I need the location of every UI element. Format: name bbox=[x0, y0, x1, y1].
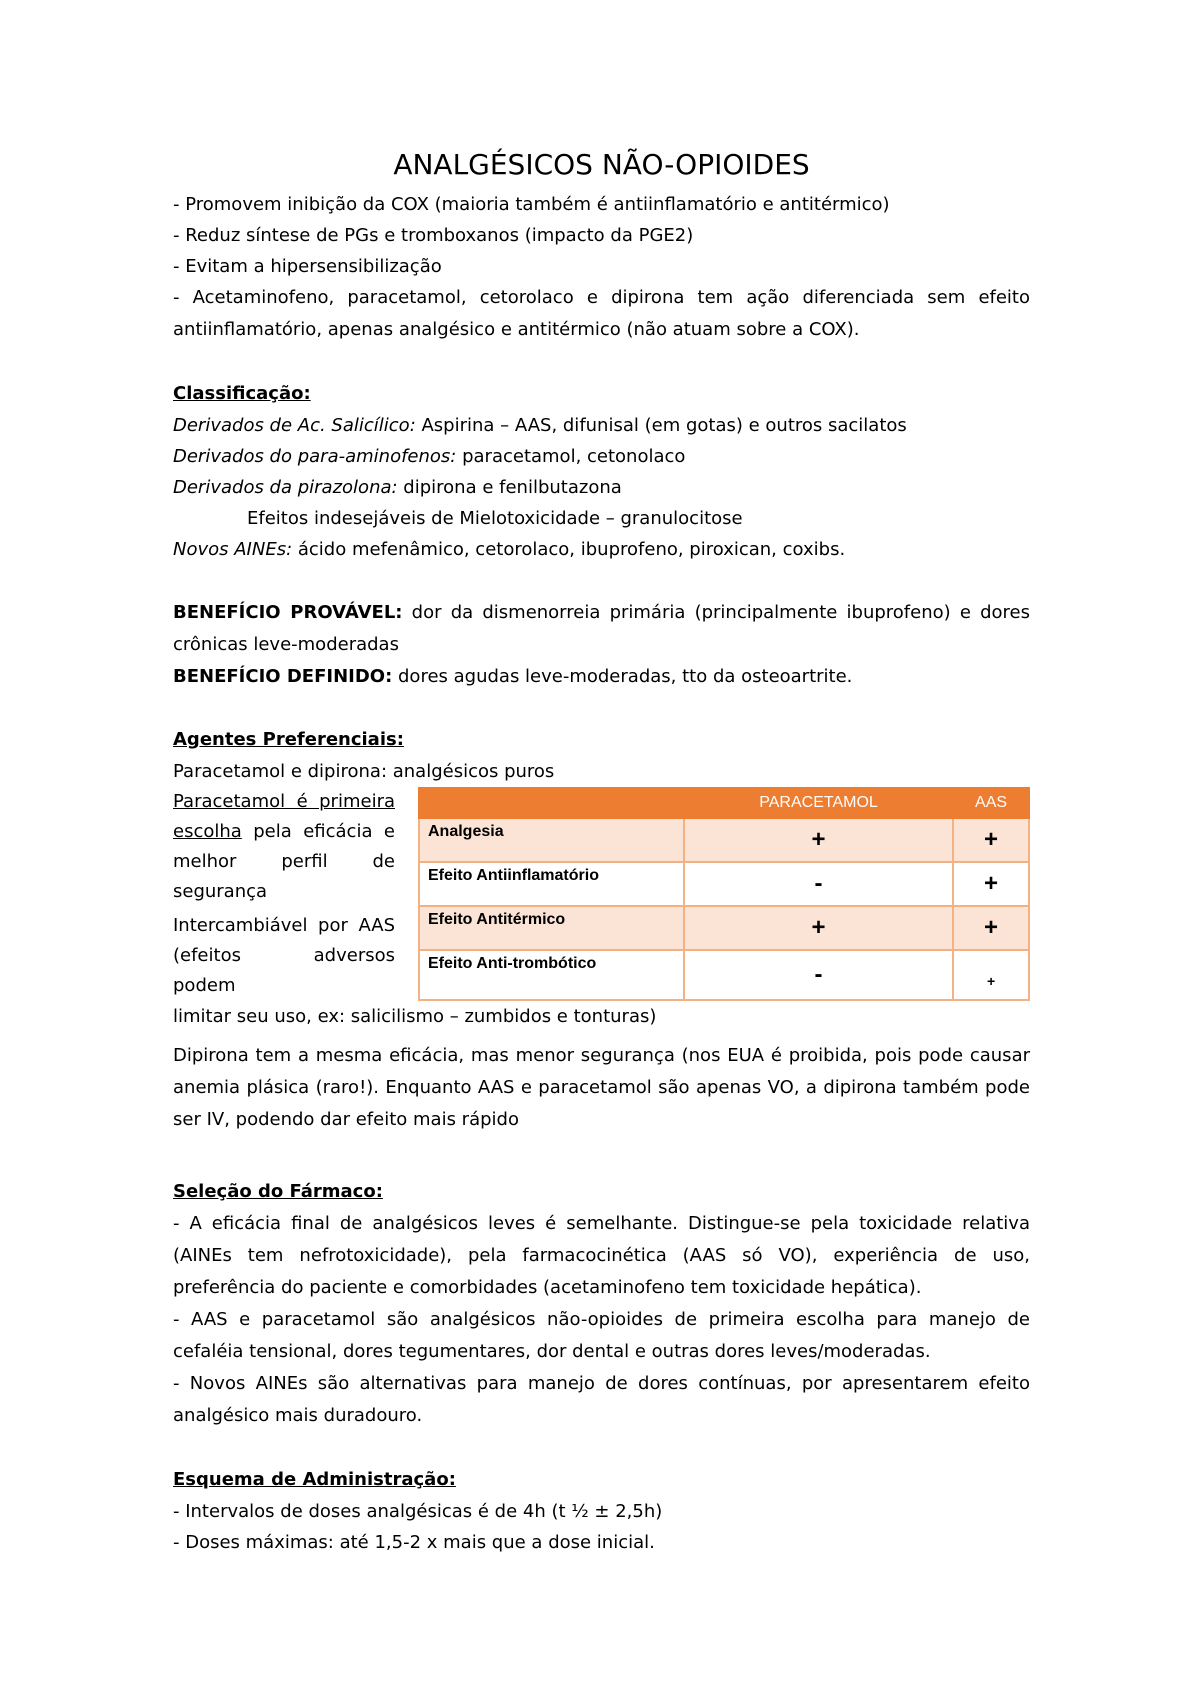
agentes-left-text bbox=[173, 787, 395, 1001]
row-label: Efeito Antitérmico bbox=[419, 906, 684, 950]
intro-line: - Evitam a hipersensibilização bbox=[173, 256, 442, 277]
selecao-heading: Seleção do Fármaco: bbox=[173, 1181, 383, 1202]
classificacao-note: Efeitos indesejáveis de Mielotoxicidade – granulocitose bbox=[247, 508, 743, 529]
table-row bbox=[419, 906, 1029, 950]
intro-line: - Acetaminofeno, paracetamol, cetorolaco e dipirona tem ação diferenciada sem efeito antiinflamatório, apenas analgésico e antitérmico (não atuam sobre a COX). bbox=[173, 287, 1030, 340]
agentes-heading: Agentes Preferenciais: bbox=[173, 729, 404, 750]
row-label: Analgesia bbox=[419, 818, 684, 862]
paracetamol-value: + bbox=[684, 818, 953, 862]
paracetamol-value: - bbox=[684, 950, 953, 1000]
selecao-item: - AAS e paracetamol são analgésicos não-opioides de primeira escolha para manejo de cefaléia tensional, dores tegumentares, dor dental e outras dores leves/moderadas. bbox=[173, 1309, 1030, 1362]
document-page bbox=[173, 148, 1030, 1558]
esquema-item: - Intervalos de doses analgésicas é de 4h (t ½ ± 2,5h) bbox=[173, 1501, 663, 1522]
classificacao-section bbox=[173, 378, 1030, 565]
classificacao-item: Derivados da pirazolona: dipirona e fenilbutazona bbox=[173, 477, 622, 498]
aas-value: + bbox=[953, 906, 1029, 950]
beneficio-provavel: BENEFÍCIO PROVÁVEL: dor da dismenorreia primária (principalmente ibuprofeno) e dores crônicas leve-moderadas bbox=[173, 602, 1030, 655]
aas-value: + bbox=[953, 818, 1029, 862]
esquema-section bbox=[173, 1464, 1030, 1558]
agentes-table-block bbox=[173, 787, 1030, 1001]
agentes-section bbox=[173, 724, 1030, 1136]
agentes-paragraph-cont: limitar seu uso, ex: salicilismo – zumbidos e tonturas) bbox=[173, 1006, 657, 1027]
table-header-row bbox=[419, 788, 1029, 818]
document-title: ANALGÉSICOS NÃO-OPIOIDES bbox=[393, 148, 810, 181]
selecao-item: - Novos AINEs são alternativas para manejo de dores contínuas, por apresentarem efeito analgésico mais duradouro. bbox=[173, 1373, 1030, 1426]
agentes-paragraph: Intercambiável por AAS (efeitos adversos podem bbox=[173, 915, 395, 996]
selecao-item: - A eficácia final de analgésicos leves é semelhante. Distingue-se pela toxicidade relativa (AINEs tem nefrotoxicidade), pela farmacocinética (AAS só VO), experiência de uso, preferência do paciente e comorbidades (acetaminofeno tem toxicidade hepática). bbox=[173, 1213, 1030, 1298]
row-label: Efeito Anti-trombótico bbox=[419, 950, 684, 1000]
paracetamol-value: - bbox=[684, 862, 953, 906]
classificacao-item: Novos AINEs: ácido mefenâmico, cetorolaco, ibuprofeno, piroxican, coxibs. bbox=[173, 539, 846, 560]
intro-line: - Promovem inibição da COX (maioria também é antiinflamatório e antitérmico) bbox=[173, 194, 890, 215]
row-label: Efeito Antiinflamatório bbox=[419, 862, 684, 906]
aas-value: + bbox=[953, 950, 1029, 1000]
table-row bbox=[419, 862, 1029, 906]
table-row bbox=[419, 950, 1029, 1000]
table-header-cell bbox=[419, 788, 684, 818]
table-header-aas: AAS bbox=[953, 788, 1029, 818]
intro-line: - Reduz síntese de PGs e tromboxanos (impacto da PGE2) bbox=[173, 225, 694, 246]
classificacao-heading: Classificação: bbox=[173, 383, 311, 404]
agentes-paragraph: Paracetamol é primeira escolha pela eficácia e melhor perfil de segurança bbox=[173, 791, 395, 902]
selecao-section bbox=[173, 1176, 1030, 1432]
comparison-table bbox=[418, 787, 1030, 1001]
classificacao-item: Derivados de Ac. Salicílico: Aspirina – AAS, difunisal (em gotas) e outros sacilatos bbox=[173, 415, 907, 436]
esquema-heading: Esquema de Administração: bbox=[173, 1469, 456, 1490]
esquema-item: - Doses máximas: até 1,5-2 x mais que a dose inicial. bbox=[173, 1532, 655, 1553]
agentes-paragraph: Dipirona tem a mesma eficácia, mas menor segurança (nos EUA é proibida, pois pode causar anemia plásica (raro!). Enquanto AAS e paracetamol são apenas VO, a dipirona também pode ser IV, podendo dar efeito mais rápido bbox=[173, 1045, 1030, 1130]
table-header-paracetamol: PARACETAMOL bbox=[684, 788, 953, 818]
paracetamol-value: + bbox=[684, 906, 953, 950]
table-row bbox=[419, 818, 1029, 862]
intro-section bbox=[173, 189, 1030, 346]
aas-value: + bbox=[953, 862, 1029, 906]
classificacao-item: Derivados do para-aminofenos: paracetamol, cetonolaco bbox=[173, 446, 686, 467]
agentes-line: Paracetamol e dipirona: analgésicos puros bbox=[173, 761, 555, 782]
beneficio-section bbox=[173, 597, 1030, 692]
beneficio-definido: BENEFÍCIO DEFINIDO: dores agudas leve-moderadas, tto da osteoartrite. bbox=[173, 666, 853, 687]
